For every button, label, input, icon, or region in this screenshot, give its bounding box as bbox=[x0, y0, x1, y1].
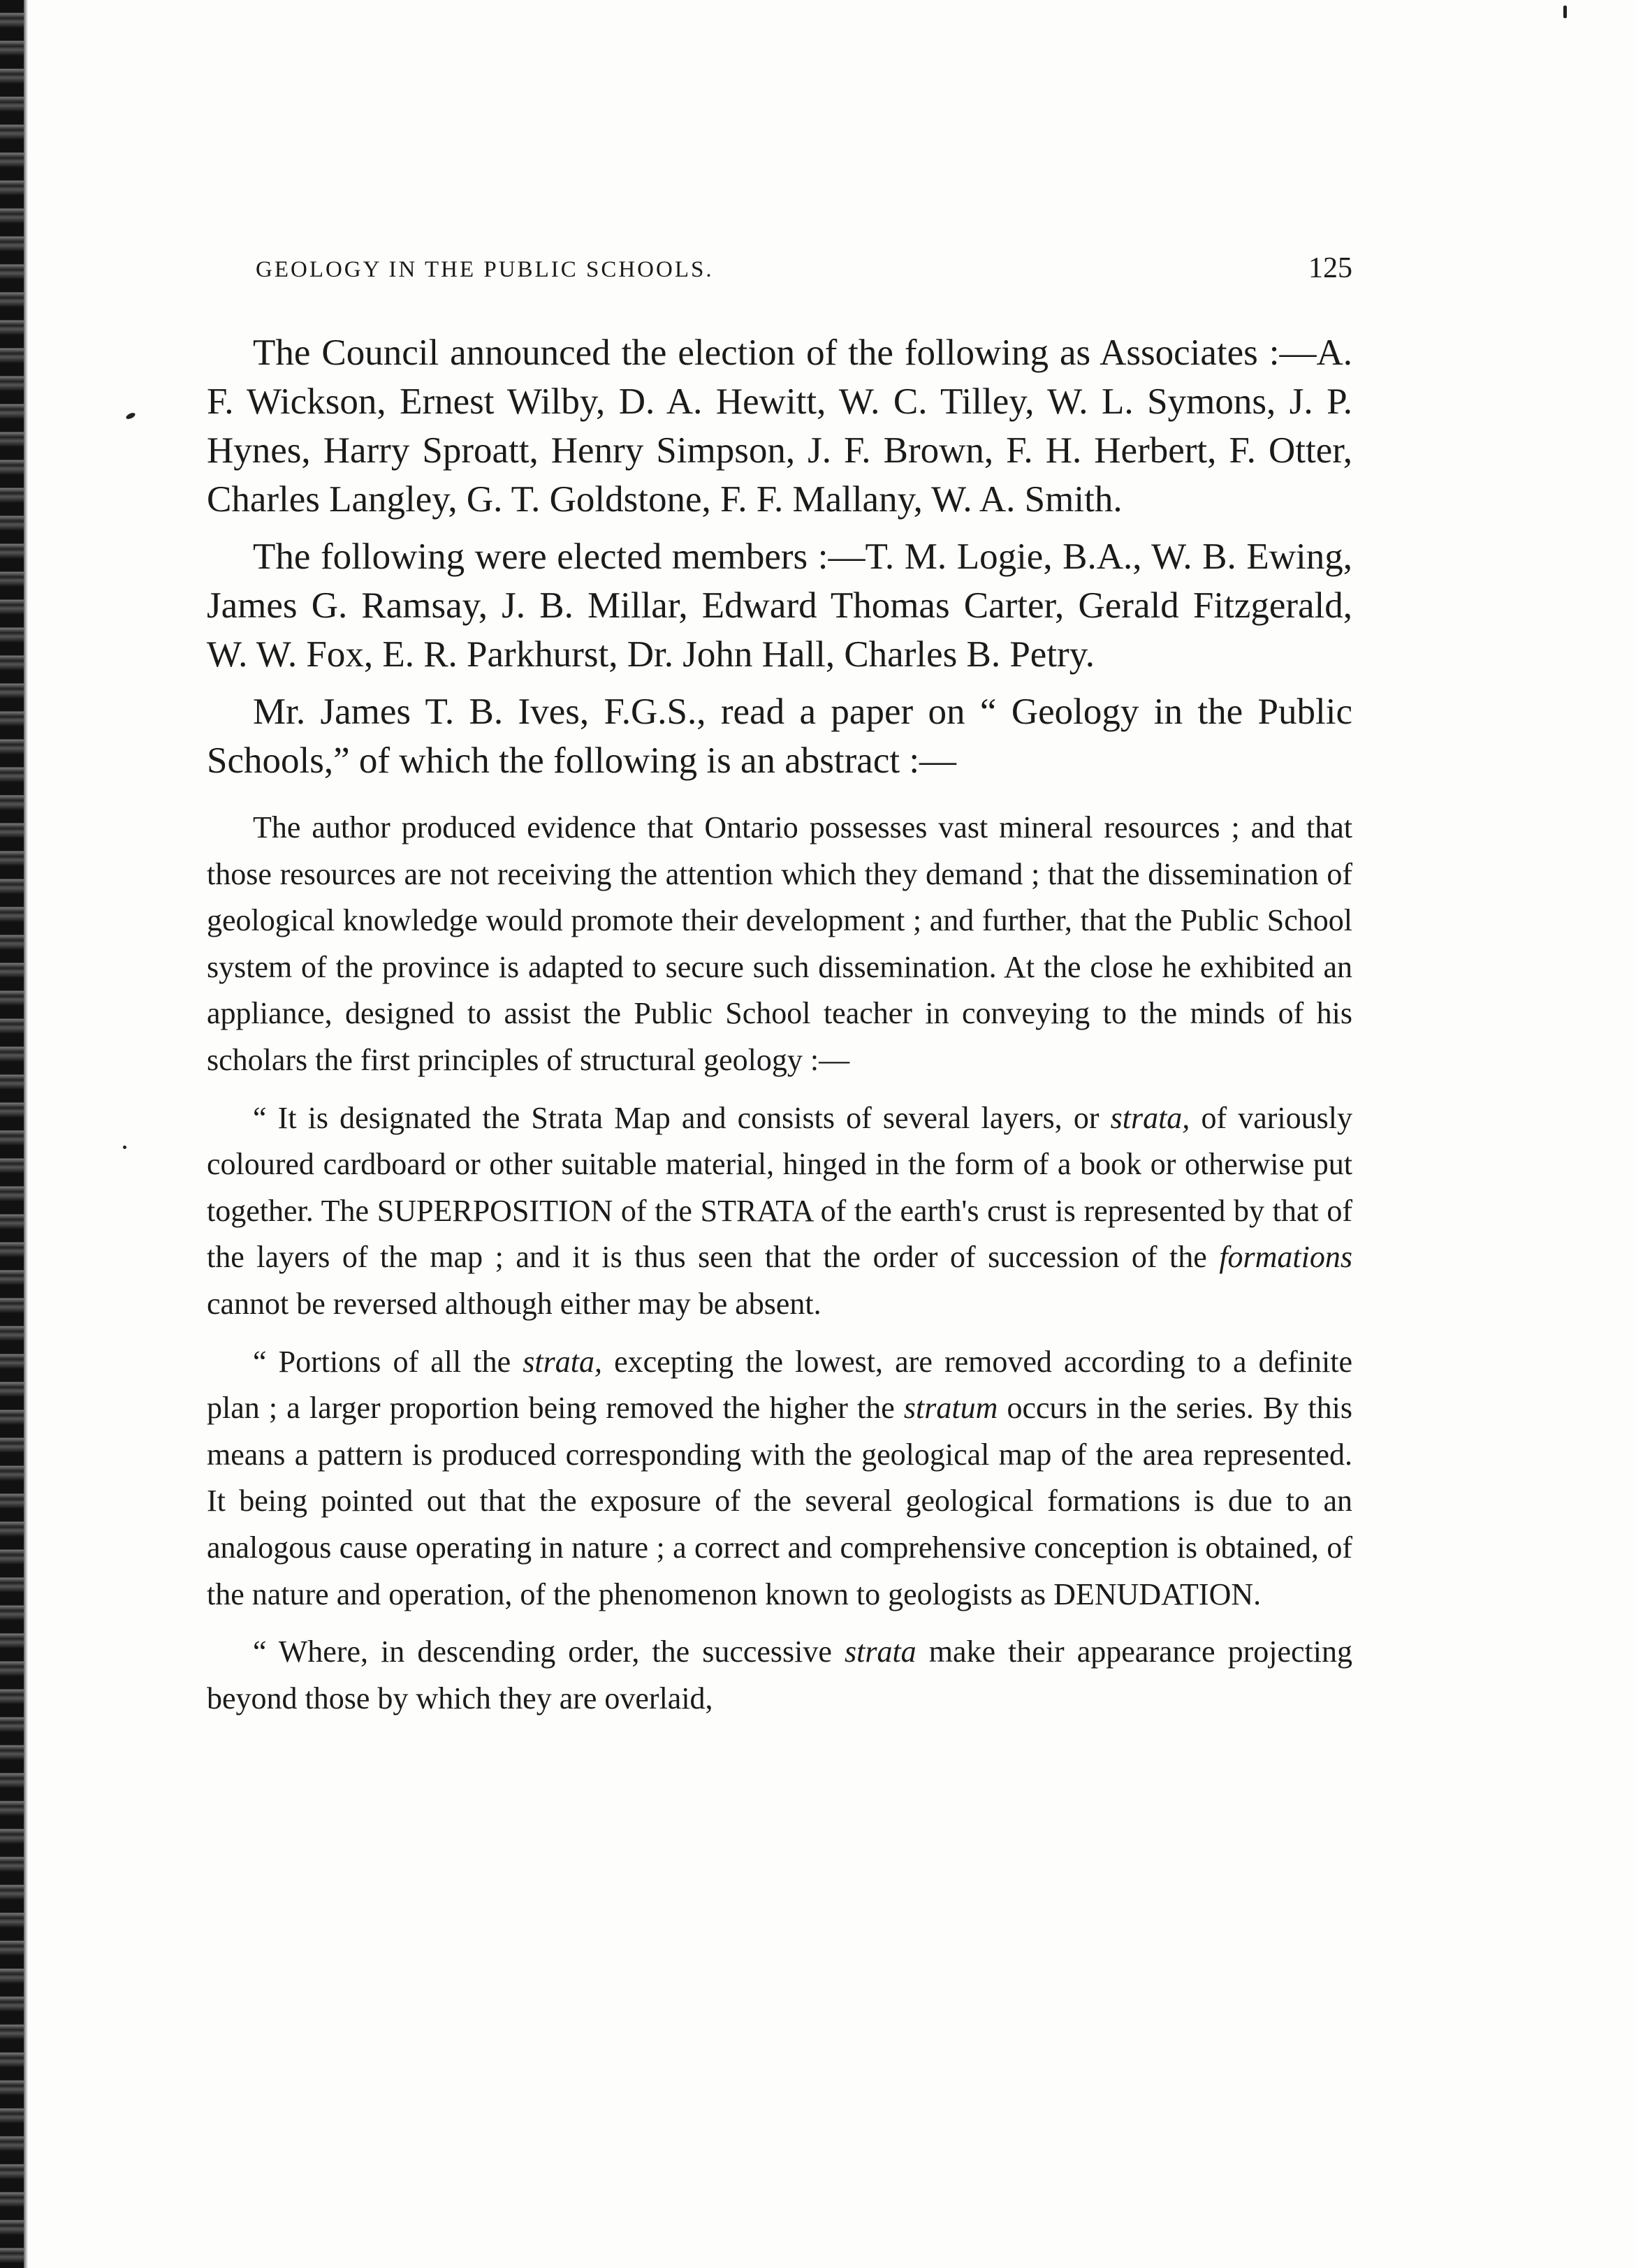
italic-term: strata, bbox=[523, 1344, 602, 1379]
ink-speck bbox=[123, 1146, 126, 1149]
abstract-text: make their appearance projecting beyond those by which they are overlaid, bbox=[207, 1634, 1352, 1715]
ink-speck bbox=[125, 411, 136, 420]
paragraph-members: The following were elected members :—T. M. Logie, B.A., W. B. Ewing, James G. Ramsay, J. B. Millar, Edward Thomas Carter, Gerald Fitzgerald, W. W. Fox, E. R. Parkhurst, Dr. John Hall, Charles B. Petry. bbox=[207, 536, 1352, 675]
paragraph-associates: The Council announced the election of the following as Associates :—A. F. Wickson, Ernest Wilby, D. A. Hewitt, W. C. Tilley, W. L. Symons, J. P. Hynes, Harry Sproatt, Henry Simpson, J. F. Brown, F. H. Herbert, F. Otter, Charles Langley, G. T. Goldstone, F. F. Mallany, W. A. Smith. bbox=[207, 332, 1352, 520]
abstract-text: occurs in the series. By this means a pattern is produced corresponding with the geological map of the area represented. It being pointed out that the exposure of the several geological formations is due to an analogous cause operating in nature ; a correct and comprehensive conception is obtained, of the nature and operation, of the phenomenon known to geologists as DENUDATION. bbox=[207, 1391, 1352, 1611]
book-spine-edge bbox=[0, 0, 24, 2268]
abstract-text: excepting the lowest, are removed according to a definite plan ; a larger proportion being removed the higher the bbox=[207, 1344, 1353, 1426]
abstract-paragraph-3 bbox=[207, 1339, 1352, 1618]
spine-shadow bbox=[24, 0, 28, 2268]
italic-term: strata, bbox=[1110, 1100, 1190, 1135]
running-head: GEOLOGY IN THE PUBLIC SCHOOLS. bbox=[256, 257, 714, 282]
abstract-text: “ Portions of all the bbox=[253, 1344, 511, 1379]
abstract-text: cannot be reversed although either may be absent. bbox=[207, 1286, 821, 1321]
abstract-text: “ It is designated the Strata Map and consists of several layers, or bbox=[253, 1100, 1100, 1135]
italic-term: formations bbox=[1219, 1240, 1353, 1275]
abstract-paragraph-1: The author produced evidence that Ontario possesses vast mineral resources ; and that those resources are not receiving the attention which they demand ; that the dissemination of geological knowledge would promote their development ; and further, that the Public School system of the province is adapted to secure such dissemination. At the close he exhibited an appliance, designed to assist the Public School teacher in conveying to the minds of his scholars the first principles of structural geology :— bbox=[207, 810, 1352, 1077]
italic-term: stratum bbox=[903, 1391, 998, 1426]
abstract-paragraph-2 bbox=[207, 1095, 1352, 1328]
ink-speck bbox=[1563, 6, 1567, 18]
book-page bbox=[207, 251, 1352, 1722]
page-header bbox=[207, 251, 1352, 293]
abstract-text: “ Where, in descending order, the successive bbox=[253, 1634, 832, 1669]
paragraph-paper-intro: Mr. James T. B. Ives, F.G.S., read a paper on “ Geology in the Public Schools,” of which the following is an abstract :— bbox=[207, 692, 1352, 781]
abstract-text: of variously coloured cardboard or other suitable material, hinged in the form of a book or otherwise put together. The SUPERPOSITION of the STRATA of the earth's crust is represented by that of the layers of the map ; and it is thus seen that the order of succession of the bbox=[207, 1100, 1352, 1275]
page-number: 125 bbox=[1308, 252, 1352, 284]
italic-term: strata bbox=[844, 1634, 916, 1669]
abstract-paragraph-4 bbox=[207, 1629, 1352, 1722]
